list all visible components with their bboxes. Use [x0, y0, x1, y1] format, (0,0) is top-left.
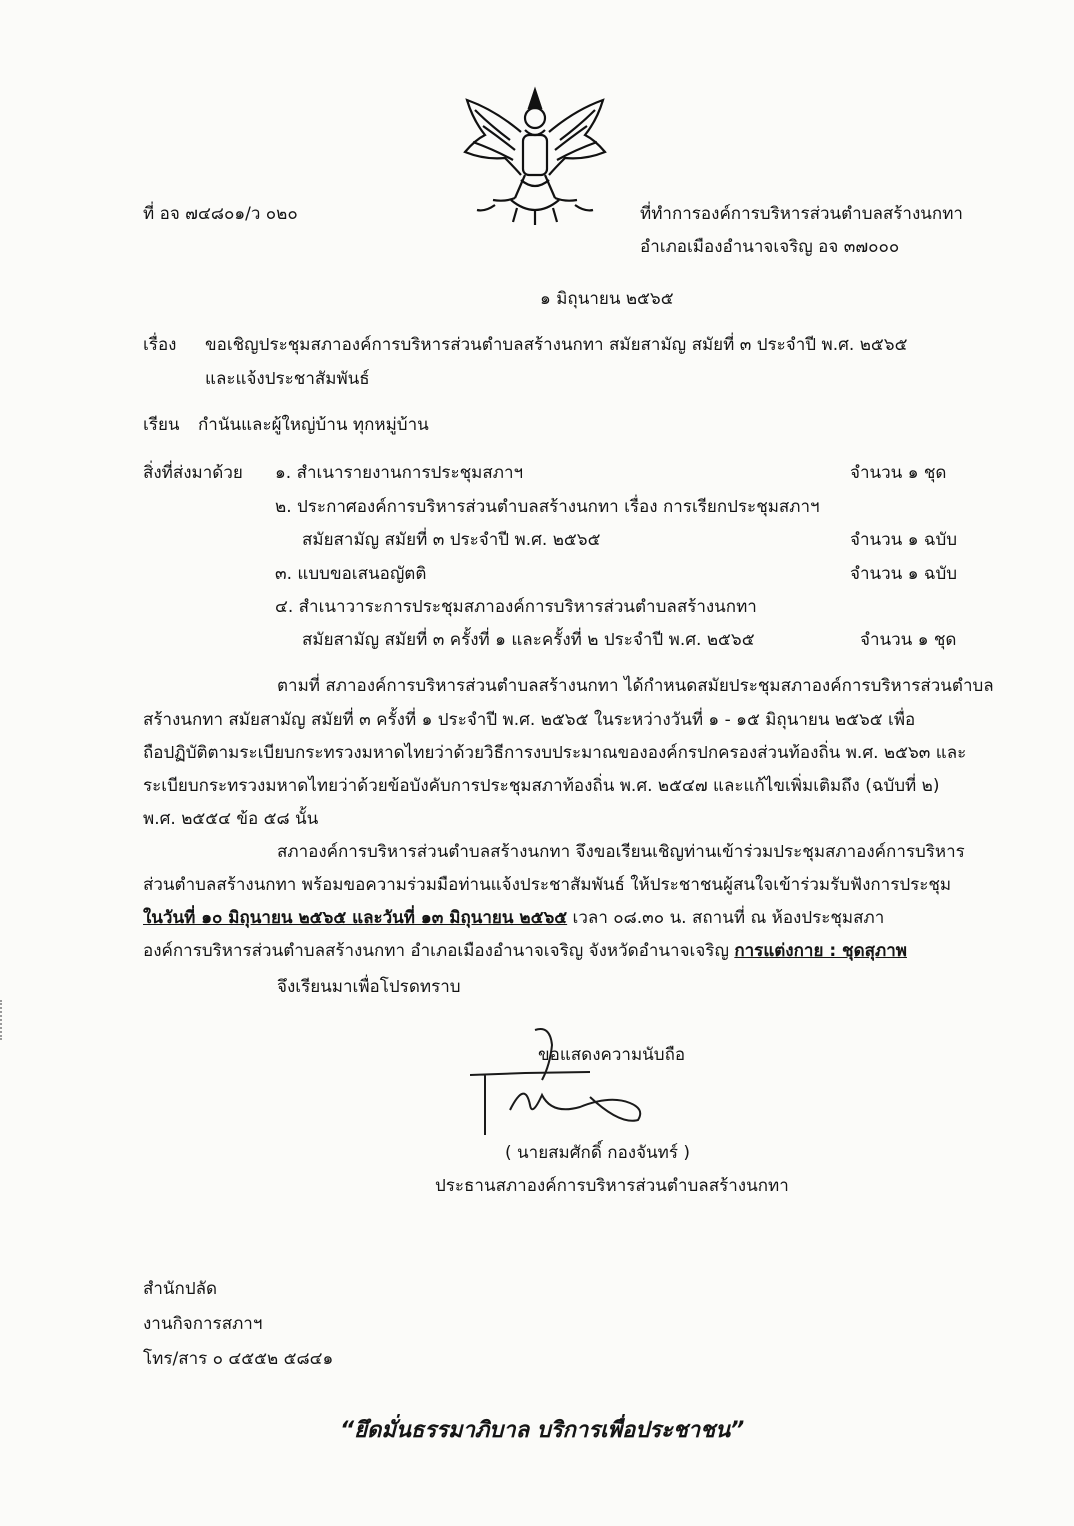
enclosure-item: ๒. ประกาศองค์การบริหารส่วนตำบลสร้างนกทา เรื่อง การเรียกประชุมสภาฯ [275, 497, 820, 517]
enclosure-item-cont: สมัยสามัญ สมัยที่ ๓ ครั้งที่ ๑ และครั้งที่ ๒ ประจำปี พ.ศ. ๒๕๖๕ [302, 630, 755, 650]
office-address-line1: ที่ทำการองค์การบริหารส่วนตำบลสร้างนกทา [640, 204, 963, 224]
enclosure-qty: จำนวน ๑ ฉบับ [850, 530, 958, 550]
enclosure-qty: จำนวน ๑ ชุด [850, 463, 947, 483]
to-text: กำนันและผู้ใหญ่บ้าน ทุกหมู่บ้าน [198, 415, 429, 435]
footer-office: สำนักปลัด [143, 1279, 218, 1299]
subject-line1: ขอเชิญประชุมสภาองค์การบริหารส่วนตำบลสร้างนกทา สมัยสามัญ สมัยที่ ๓ ประจำปี พ.ศ. ๒๕๖๕ [205, 335, 908, 355]
handwritten-signature-icon [470, 1025, 670, 1145]
document-date: ๑ มิถุนายน ๒๕๖๕ [540, 289, 674, 309]
enclosure-item: ๓. แบบขอเสนอญัตติ [275, 564, 427, 584]
footer-section: งานกิจการสภาฯ [143, 1314, 263, 1334]
enclosure-qty: จำนวน ๑ ชุด [860, 630, 957, 650]
document-number: ที่ อจ ๗๔๘๐๑/ว ๐๒๐ [143, 204, 298, 224]
closing-text: จึงเรียนมาเพื่อโปรดทราบ [277, 977, 461, 997]
garuda-emblem-icon [455, 80, 615, 230]
signer-name: ( นายสมศักดิ์ กองจันทร์ ) [505, 1143, 691, 1163]
to-label: เรียน [143, 415, 180, 435]
paragraph-2-line: สภาองค์การบริหารส่วนตำบลสร้างนกทา จึงขอเรียนเชิญท่านเข้าร่วมประชุมสภาองค์การบริหาร [277, 842, 965, 862]
enclosure-item: ๔. สำเนาวาระการประชุมสภาองค์การบริหารส่วนตำบลสร้างนกทา [275, 597, 757, 617]
regards: ขอแสดงความนับถือ [538, 1045, 686, 1065]
paragraph-1-line: ตามที่ สภาองค์การบริหารส่วนตำบลสร้างนกทา ได้กำหนดสมัยประชุมสภาองค์การบริหารส่วนตำบล [277, 676, 994, 696]
meeting-time-place: เวลา ๐๘.๓๐ น. สถานที่ ณ ห้องประชุมสภา [567, 908, 885, 928]
paragraph-2-line [143, 940, 907, 962]
enclosures-label: สิ่งที่ส่งมาด้วย [143, 463, 243, 483]
dress-code: การแต่งกาย : ชุดสุภาพ [734, 941, 907, 961]
paragraph-1-line: พ.ศ. ๒๕๕๔ ข้อ ๕๘ นั้น [143, 809, 319, 829]
signer-position: ประธานสภาองค์การบริหารส่วนตำบลสร้างนกทา [435, 1176, 789, 1196]
paragraph-1-line: ถือปฏิบัติตามระเบียบกระทรวงมหาดไทยว่าด้วยวิธีการงบประมาณขององค์กรปกครองส่วนท้องถิ่น พ.ศ. ๒๕๖๓ และ [143, 743, 967, 763]
subject-line2: และแจ้งประชาสัมพันธ์ [205, 369, 370, 389]
subject-label: เรื่อง [143, 335, 177, 355]
enclosure-item: ๑. สำเนารายงานการประชุมสภาฯ [275, 463, 524, 483]
footer-phone: โทร/สาร ๐ ๔๕๕๒ ๕๘๔๑ [143, 1349, 334, 1369]
office-address-line2: อำเภอเมืองอำนาจเจริญ อจ ๓๗๐๐๐ [640, 237, 900, 257]
meeting-venue: องค์การบริหารส่วนตำบลสร้างนกทา อำเภอเมืองอำนาจเจริญ จังหวัดอำนาจเจริญ [143, 941, 735, 961]
paragraph-1-line: สร้างนกทา สมัยสามัญ สมัยที่ ๓ ครั้งที่ ๑ ประจำปี พ.ศ. ๒๕๖๕ ในระหว่างวันที่ ๑ - ๑๕ มิถุนายน ๒๕๖๕ เพื่อ [143, 710, 916, 730]
meeting-dates: ในวันที่ ๑๐ มิถุนายน ๒๕๖๕ และวันที่ ๑๓ มิถุนายน ๒๕๖๕ [143, 908, 568, 928]
paragraph-2-line [143, 907, 884, 929]
paragraph-1-line: ระเบียบกระทรวงมหาดไทยว่าด้วยข้อบังคับการประชุมสภาท้องถิ่น พ.ศ. ๒๕๔๗ และแก้ไขเพิ่มเติมถึง (ฉบับที่ ๒) [143, 776, 940, 796]
footer-slogan: “ยึดมั่นธรรมาภิบาล บริการเพื่อประชาชน” [340, 1418, 745, 1443]
paragraph-2-line: ส่วนตำบลสร้างนกทา พร้อมขอความร่วมมือท่านแจ้งประชาสัมพันธ์ ให้ประชาชนผู้สนใจเข้าร่วมรับฟังการประชุม [143, 875, 952, 895]
enclosure-item-cont: สมัยสามัญ สมัยที่ ๓ ประจำปี พ.ศ. ๒๕๖๕ [302, 530, 601, 550]
page-edge-mark [0, 1000, 8, 1040]
enclosure-qty: จำนวน ๑ ฉบับ [850, 564, 958, 584]
